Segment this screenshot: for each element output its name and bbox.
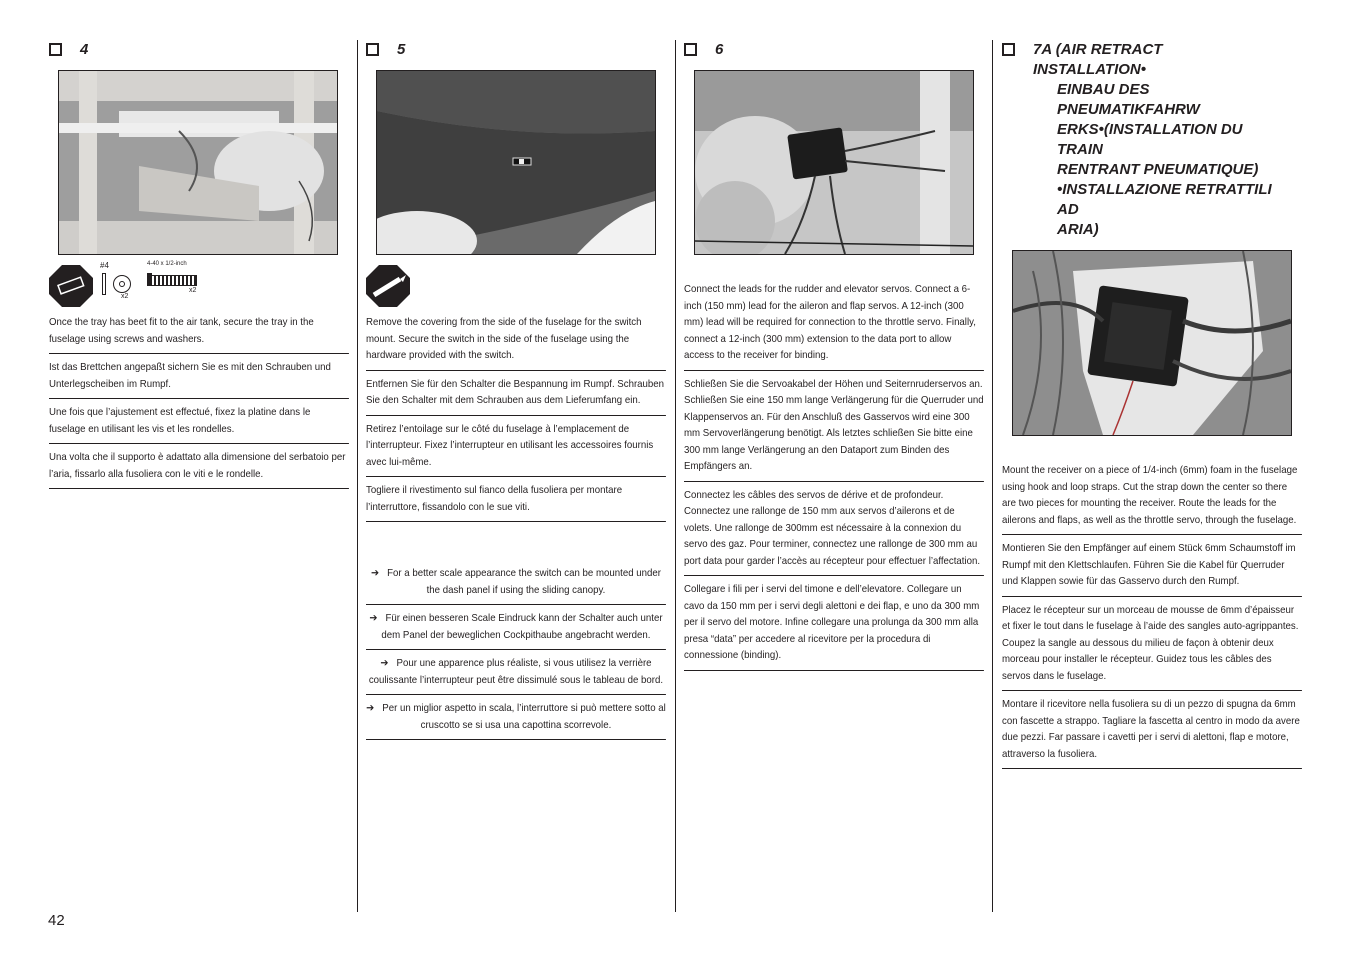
step-5-photo: [376, 70, 656, 255]
step-number: 6: [715, 41, 724, 58]
instruction-en: Once the tray has beet fit to the air tank, secure the tray in the fuselage using screws and washers.: [49, 314, 349, 354]
text-block: [684, 281, 984, 671]
page-number: 42: [48, 912, 65, 929]
step-number: 5: [397, 41, 406, 58]
washer-label: #4: [100, 261, 109, 270]
switch-photo-image: [377, 71, 655, 254]
step-title-line: 7A (AIR RETRACT INSTALLATION•: [1033, 41, 1163, 78]
hardware-icons: [366, 265, 666, 307]
instruction-it: Una volta che il supporto è adattato alla dimensione del serbatoio per l’aria, fissarlo alla fusoliera con le viti e le rondelle.: [49, 444, 349, 489]
instruction-fr: Connectez les câbles des servos de dérive et de profondeur. Connectez une rallonge de 150 mm aux servos d’ailerons et de volets. Une rallonge de 300mm est nécessaire à la connexion du servo des gaz. Pour terminer, connectez une rallonge de 300 mm au port data pour garder l’accès au récepteur pour effectuer l’affectation.: [684, 482, 984, 577]
tip-fr: [366, 650, 666, 695]
text-block: [49, 314, 349, 489]
arrow-icon: ➔: [380, 657, 397, 669]
text-block: [1002, 462, 1302, 769]
column-divider: [357, 40, 358, 912]
tip-text: Für einen besseren Scale Eindruck kann der Schalter auch unter dem Panel der beweglichen Cockpithaube angebracht werden.: [381, 612, 663, 641]
step-7a-heading: [1002, 40, 1302, 240]
instruction-de: Montieren Sie den Empfänger auf einem Stück 6mm Schaumstoff im Rumpf mit den Klettschlaufen. Führen Sie die Kabel für Querruder und Klappen sowie für das Gasservo durch den Rumpf.: [1002, 535, 1302, 597]
step-title-line: EINBAU DES PNEUMATIKFAHRW: [1057, 81, 1200, 118]
instruction-de: Schließen Sie die Servoakabel der Höhen und Seiternruderservos an. Schließen Sie eine 150 mm lange Verlängerung für die Querruder und Klappenservos an. Für den Anschluß des Gasservos wird eine 300 mm Servoverlängerung benötigt. Als letztes schließen Sie bitte eine 300 mm lange Verlängerung an den Dataport zum Binden des Empfängers an.: [684, 371, 984, 482]
instruction-de: Ist das Brettchen angepaßt sichern Sie es mit den Schrauben und Unterlegscheiben im Rumpf.: [49, 354, 349, 399]
column-divider: [992, 40, 993, 912]
tip-text: Per un miglior aspetto in scala, l’interruttore si può mettere sotto al cruscotto se si usa una capottina scorrevole.: [382, 702, 666, 731]
instruction-fr: Retirez l’entoilage sur le côté du fuselage à l’emplacement de l’interrupteur. Fixez l’interrupteur en utilisant les accessoires fournis avec lui-même.: [366, 416, 666, 478]
instruction-it: Togliere il rivestimento sul fianco della fusoliera per montare l’interruttore, fissandolo con le sue viti.: [366, 477, 666, 522]
tray-photo-image: [59, 71, 337, 254]
step-number: 4: [80, 41, 89, 58]
step-title-line: RENTRANT PNEUMATIQUE): [1057, 161, 1259, 178]
step-5-column: [366, 40, 666, 740]
step-6-heading: [684, 40, 984, 60]
checkbox[interactable]: [366, 43, 379, 56]
checkbox[interactable]: [684, 43, 697, 56]
arrow-icon: ➔: [366, 702, 383, 714]
step-title: [1033, 40, 1273, 240]
instruction-it: Collegare i fili per i servi del timone e dell’elevatore. Collegare un cavo da 150 mm per i servi degli alettoni e dei flap, e uno da 300 mm per il servo del motore. Infine collegare una prolunga da 300 mm alla presa “data” per accedere al ricevitore per la procedura di connessione (binding).: [684, 576, 984, 671]
receiver-leads-photo-image: [695, 71, 973, 254]
step-6-column: [684, 40, 984, 671]
step-4-heading: [49, 40, 349, 60]
instruction-fr: Une fois que l’ajustement est effectué, fixez la platine dans le fuselage en utilisant les vis et les rondelles.: [49, 399, 349, 444]
instruction-en: Connect the leads for the rudder and elevator servos. Connect a 6-inch (150 mm) lead for the aileron and flap servos. A 12-inch (300 mm) lead will be required for connection to the throttle servo. Finally, connect a 12-inch (300 mm) extension to the data port to allow access to the receiver for binding.: [684, 281, 984, 371]
instruction-en: Remove the covering from the side of the fuselage for the switch mount. Secure the switch in the side of the fuselage using the hardware provided with the switch.: [366, 314, 666, 371]
screw-qty: x2: [189, 287, 197, 294]
checkbox[interactable]: [49, 43, 62, 56]
washer-qty: x2: [121, 293, 129, 300]
screwdriver-tool-icon: [49, 265, 93, 307]
instruction-de: Entfernen Sie für den Schalter die Bespannung im Rumpf. Schrauben Sie den Schalter mit dem Schrauben aus dem Lieferumfang ein.: [366, 371, 666, 416]
washer-side-icon: [102, 273, 106, 295]
screw-head: [147, 273, 152, 286]
instruction-it: Montare il ricevitore nella fusoliera su di un pezzo di spugna da 6mm con fascette a strappo. Tagliare la fascetta al centro in modo da avere due pezzi. Far passare i cavetti per i servi di alettoni, flap e motore, attraverso la fusoliera.: [1002, 691, 1302, 769]
step-4-photo: [58, 70, 338, 255]
text-block: [366, 314, 666, 740]
column-divider: [675, 40, 676, 912]
step-7a-photo: [1012, 250, 1292, 436]
tip-text: Pour une apparence plus réaliste, si vous utilisez la verrière coulissante l’interrupteur peut être dissimulé sous le tableau de bord.: [368, 657, 664, 686]
hardware-icons: [49, 261, 349, 307]
tip-de: [366, 605, 666, 650]
arrow-icon: ➔: [369, 612, 386, 624]
receiver-mount-photo-image: [1013, 251, 1291, 435]
step-title-line: ERKS•(INSTALLATION DU TRAIN: [1057, 121, 1243, 158]
tip-en: [366, 560, 666, 605]
step-title-line: ARIA): [1057, 221, 1099, 238]
tip-text: For a better scale appearance the switch can be mounted under the dash panel if using the sliding canopy.: [387, 567, 661, 596]
instruction-fr: Placez le récepteur sur un morceau de mousse de 6mm d’épaisseur et fixer le tout dans le fuselage à l’aide des sangles auto-agrippantes. Coupez la sangle au dessous du milieu de façon à obtenir deux morceau pour installer le récepteur. Guidez tous les câbles des servos dans le fuselage.: [1002, 597, 1302, 692]
tip-it: [366, 695, 666, 740]
hobby-knife-tool-icon: [366, 265, 410, 307]
instruction-en: Mount the receiver on a piece of 1/4-inch (6mm) foam in the fuselage using hook and loop straps. Cut the strap down the center so there are two pieces for mounting the receiver. Route the leads for the ailerons and flaps, as well as the throttle servo, through the fuselage.: [1002, 462, 1302, 535]
arrow-icon: ➔: [370, 567, 388, 579]
checkbox[interactable]: [1002, 43, 1015, 56]
step-5-heading: [366, 40, 666, 60]
step-4-column: [49, 40, 349, 489]
washer-hardware: [99, 261, 143, 307]
step-title-line: •INSTALLAZIONE RETRATTILI AD: [1057, 181, 1272, 218]
washer-center: [119, 281, 125, 287]
screw-label: 4-40 x 1/2-inch: [147, 261, 187, 267]
screw-icon: [149, 275, 197, 286]
step-7a-column: [1002, 40, 1302, 769]
step-6-photo: [694, 70, 974, 255]
screw-hardware: [147, 261, 207, 307]
